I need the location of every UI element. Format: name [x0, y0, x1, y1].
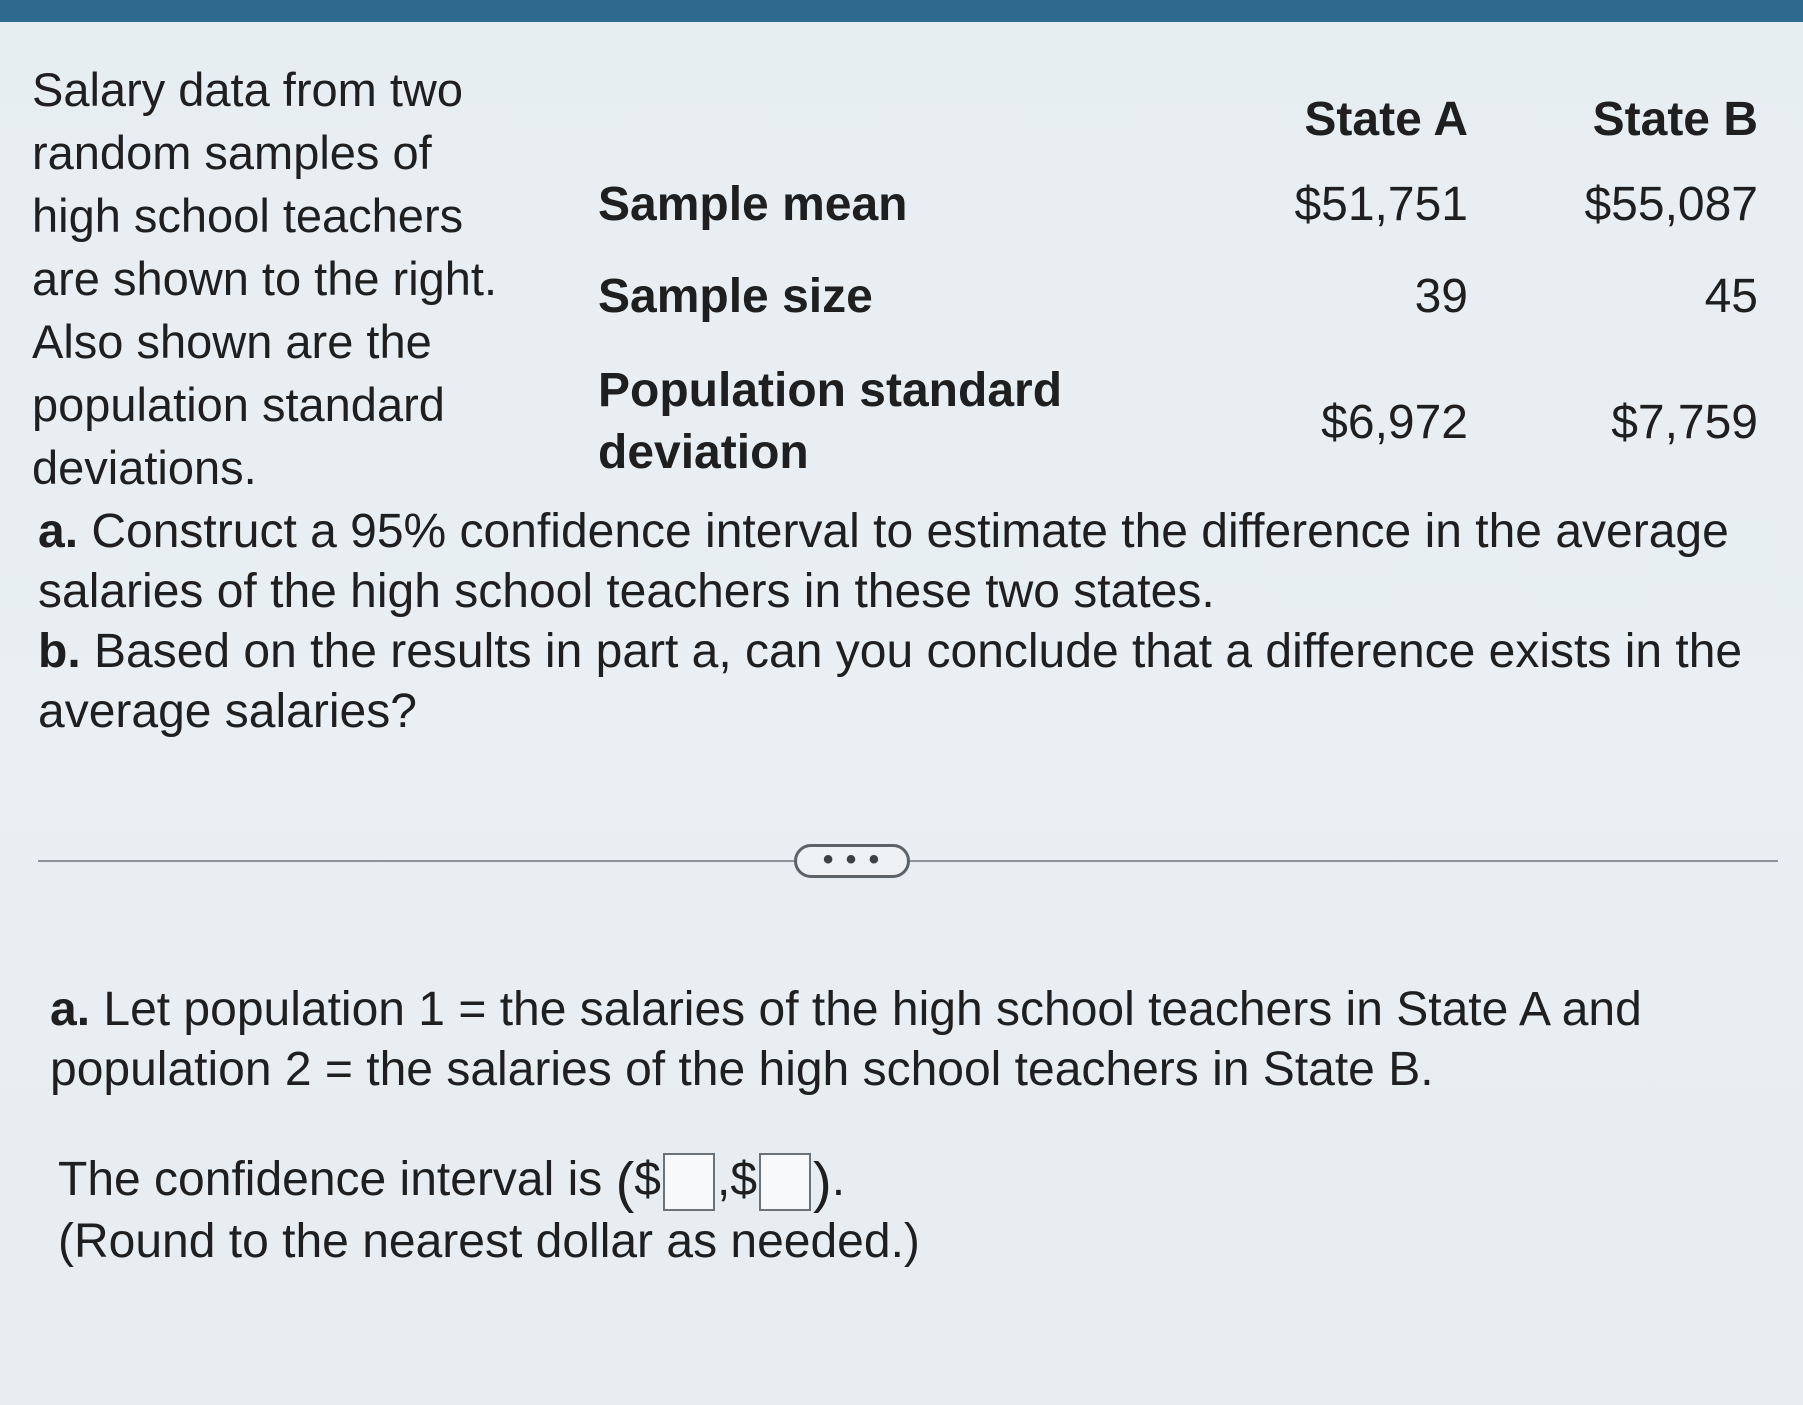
table-header-row [598, 80, 1758, 158]
state-a-population-sd: $6,972 [1321, 395, 1468, 449]
table-row [598, 250, 1758, 342]
rounding-note: (Round to the nearest dollar as needed.) [58, 1215, 920, 1269]
row-label-population-sd: Population standard deviation [598, 364, 1063, 479]
answer-definition-text: Let population 1 = the salaries of the high school teachers in State A and population 2 = the salaries of the high school teachers in State B. [50, 983, 1642, 1096]
state-b-sample-size: 45 [1704, 269, 1758, 323]
intro-text: Salary data from two random samples of high school teachers are shown to the right. Also shown are the population standard deviations. [32, 63, 498, 494]
state-b-population-sd: $7,759 [1611, 395, 1758, 449]
expand-more-button[interactable]: • • • [794, 844, 910, 878]
part-b-text: Based on the results in part a, can you conclude that a difference exists in the average salaries? [38, 625, 1743, 738]
part-b-letter: b. [38, 625, 81, 678]
open-paren: ( [615, 1150, 635, 1214]
state-a-sample-size: 39 [1414, 269, 1468, 323]
ci-prefix: The confidence interval is [58, 1153, 616, 1206]
ci-period: . [831, 1153, 846, 1206]
upper-bound-input[interactable] [759, 1153, 811, 1211]
lower-bound-input[interactable] [663, 1153, 715, 1211]
close-paren: ) [813, 1150, 832, 1214]
state-a-sample-mean: $51,751 [1294, 177, 1468, 231]
answer-part-letter: a. [50, 983, 91, 1036]
lower-dollar-sign: $ [634, 1153, 661, 1206]
table-header-state-a: State A [1304, 92, 1468, 146]
question-part-a [38, 502, 1748, 622]
upper-dollar-sign: $ [730, 1153, 758, 1206]
question-text [38, 502, 1748, 742]
part-a-letter: a. [38, 505, 79, 558]
table-row [598, 342, 1758, 502]
confidence-interval-line [58, 1150, 1758, 1272]
answer-intro [50, 980, 1750, 1100]
row-label-sample-mean: Sample mean [598, 177, 908, 231]
table-header-label [598, 80, 1157, 158]
state-b-sample-mean: $55,087 [1584, 177, 1758, 231]
question-part-b [38, 622, 1748, 742]
table-row [598, 158, 1758, 250]
top-bar [0, 0, 1803, 22]
question-panel [0, 22, 1803, 1405]
part-a-text: Construct a 95% confidence interval to estimate the difference in the average salaries of the high school teachers in these two states. [38, 505, 1729, 618]
row-label-sample-size: Sample size [598, 269, 873, 323]
salary-data-table [598, 80, 1758, 502]
ci-comma: , [716, 1153, 731, 1206]
table-header-state-b: State B [1592, 92, 1758, 146]
